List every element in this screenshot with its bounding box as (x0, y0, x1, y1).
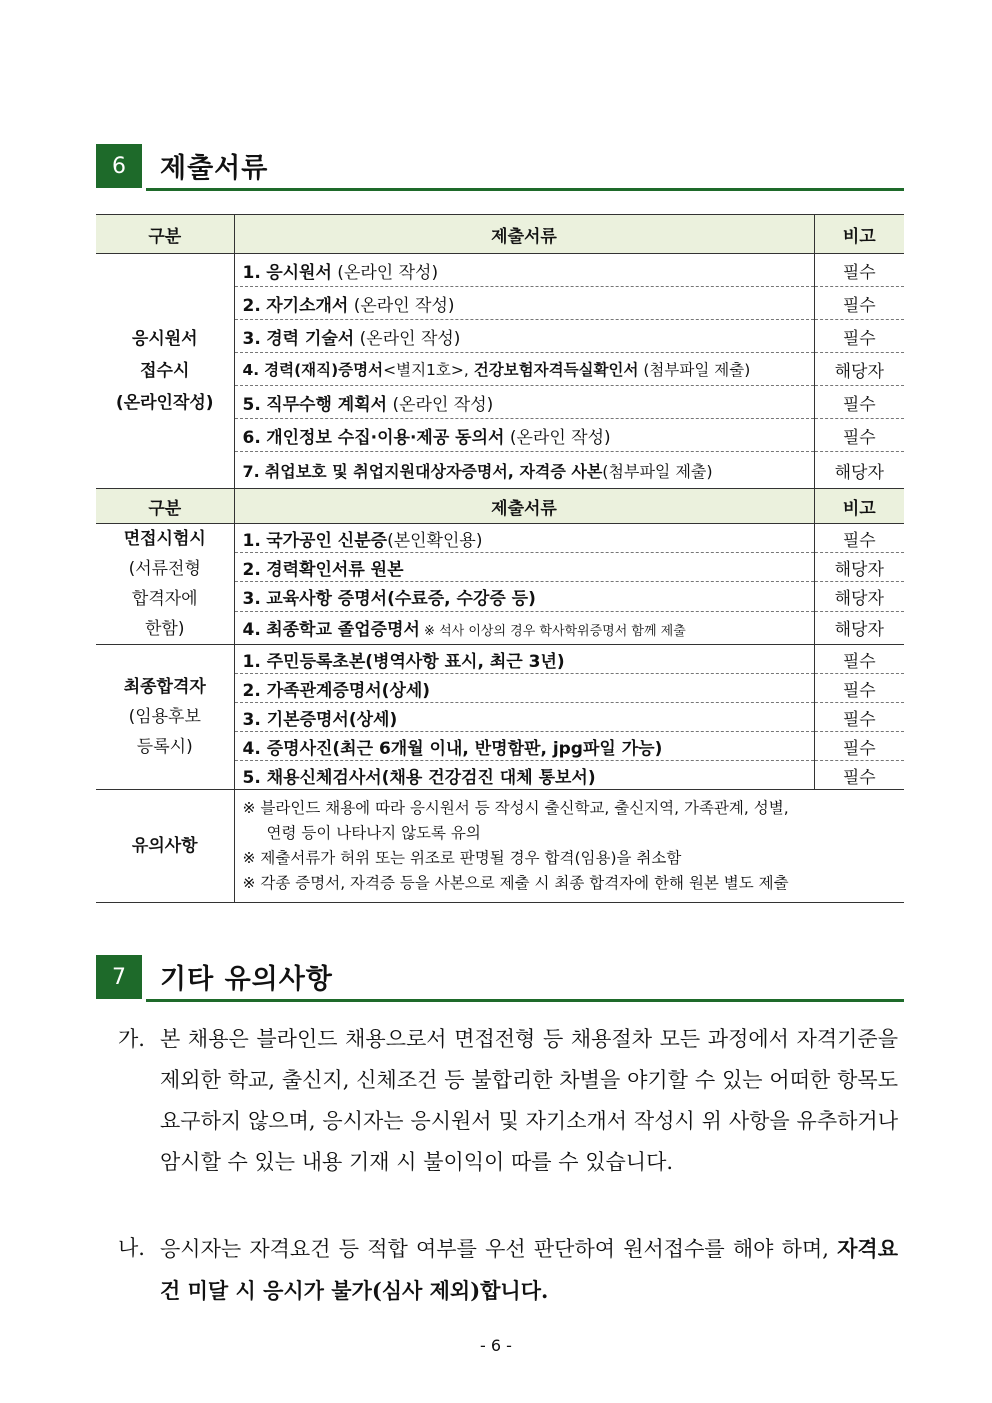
category-notes: 유의사항 (96, 790, 234, 903)
section-title: 기타 유의사항 (160, 964, 333, 995)
notes-cell (234, 790, 904, 903)
document-cell: 2. 자기소개서 (온라인 작성) (234, 287, 814, 320)
category-interview (96, 524, 234, 645)
documents-table (96, 214, 904, 903)
document-cell: 1. 국가공인 신분증(본인확인용) (234, 524, 814, 553)
document-cell: 2. 가족관계증명서(상세) (234, 674, 814, 703)
category-line: 면접시험시 (123, 529, 206, 549)
paragraph-text (160, 1228, 898, 1312)
note-cell: 필수 (814, 703, 904, 732)
document-cell: 3. 경력 기술서 (온라인 작성) (234, 320, 814, 353)
page-number: - 6 - (480, 1336, 512, 1355)
table-row (96, 524, 904, 553)
section-divider (146, 188, 904, 191)
note-cell: 해당자 (814, 553, 904, 582)
document-cell: 7. 취업보호 및 취업지원대상자증명서, 자격증 사본(첨부파일 제출) (234, 452, 814, 489)
category-line: 최종합격자 (123, 677, 206, 697)
document-cell: 1. 주민등록초본(병역사항 표시, 최근 3년) (234, 645, 814, 674)
document-cell: 3. 기본증명서(상세) (234, 703, 814, 732)
note-cell: 필수 (814, 645, 904, 674)
header-documents: 제출서류 (234, 215, 814, 254)
document-cell: 3. 교육사항 증명서(수료증, 수강증 등) (234, 582, 814, 611)
note-cell: 필수 (814, 761, 904, 790)
header-note: 비고 (814, 215, 904, 254)
table-header-row (96, 215, 904, 254)
table-row (96, 790, 904, 903)
document-cell: 6. 개인정보 수집·이용·제공 동의서 (온라인 작성) (234, 419, 814, 452)
category-online (96, 254, 234, 489)
note-cell: 필수 (814, 419, 904, 452)
document-cell: 4. 경력(재직)증명서<별지1호>, 건강보험자격득실확인서 (첨부파일 제출) (234, 353, 814, 386)
table-row (96, 645, 904, 674)
category-line: (서류전형 (128, 559, 201, 579)
section-divider (146, 999, 904, 1002)
category-line: 접수시 (140, 361, 190, 381)
section-number: 7 (96, 955, 142, 999)
category-line: (임용후보 (128, 707, 201, 727)
document-cell: 4. 증명사진(최근 6개월 이내, 반명함판, jpg파일 가능) (234, 732, 814, 761)
note-line: 연령 등이 나타나지 않도록 유의 (266, 824, 481, 842)
note-cell: 필수 (814, 732, 904, 761)
header-category: 구분 (96, 215, 234, 254)
list-marker: 나. (118, 1236, 145, 1260)
section-6-heading (96, 144, 904, 192)
document-cell: 5. 직무수행 계획서 (온라인 작성) (234, 386, 814, 419)
category-line: 합격자에 (131, 589, 198, 609)
note-cell: 해당자 (814, 582, 904, 611)
section-7-heading (96, 955, 904, 1003)
section-number: 6 (96, 144, 142, 188)
document-cell: 1. 응시원서 (온라인 작성) (234, 254, 814, 287)
category-line: (온라인작성) (115, 393, 214, 413)
category-line: 한함) (145, 619, 185, 639)
note-cell: 필수 (814, 524, 904, 553)
category-line: 응시원서 (131, 329, 198, 349)
note-cell: 해당자 (814, 452, 904, 489)
note-line: ※ 블라인드 채용에 따라 응시원서 등 작성시 출신학교, 출신지역, 가족관계, 성별, (242, 799, 789, 817)
header-category: 구분 (96, 489, 234, 524)
paragraph-text-plain: 응시자는 자격요건 등 적합 여부를 우선 판단하여 원서접수를 해야 하며, (160, 1237, 838, 1261)
paragraph-text: 본 채용은 블라인드 채용으로서 면접전형 등 채용절차 모든 과정에서 자격기준을 제외한 학교, 출신지, 신체조건 등 불합리한 차별을 야기할 수 있는 어떠한 항목도 요구하지 않으며, 응시자는 응시원서 및 자기소개서 작성시 위 사항을 유추하거나 암시할 수 있는 내용 기재 시 불이익이 따를 수 있습니다. (160, 1027, 898, 1174)
note-cell: 해당자 (814, 353, 904, 386)
section-title: 제출서류 (160, 153, 269, 184)
note-cell: 필수 (814, 254, 904, 287)
document-cell: 5. 채용신체검사서(채용 건강검진 대체 통보서) (234, 761, 814, 790)
list-marker: 가. (118, 1027, 145, 1051)
note-cell: 필수 (814, 287, 904, 320)
header-documents: 제출서류 (234, 489, 814, 524)
note-cell: 해당자 (814, 611, 904, 644)
note-cell: 필수 (814, 320, 904, 353)
note-cell: 필수 (814, 674, 904, 703)
note-line: ※ 각종 증명서, 자격증 등을 사본으로 제출 시 최종 합격자에 한해 원본 별도 제출 (242, 874, 789, 892)
category-final (96, 645, 234, 790)
paragraph-na (118, 1228, 898, 1312)
note-line: ※ 제출서류가 허위 또는 위조로 판명될 경우 합격(임용)을 취소함 (242, 849, 682, 867)
paragraph-ga (118, 1019, 898, 1183)
paragraph-text-bold: 자격요건 미달 시 응시가 불가(심사 제외)합니다. (160, 1236, 898, 1303)
header-note: 비고 (814, 489, 904, 524)
table-row (96, 254, 904, 287)
category-line: 등록시) (136, 737, 193, 757)
table-header-row (96, 489, 904, 524)
document-cell: 4. 최종학교 졸업증명서 ※ 석사 이상의 경우 학사학위증명서 함께 제출 (234, 611, 814, 644)
note-cell: 필수 (814, 386, 904, 419)
document-cell: 2. 경력확인서류 원본 (234, 553, 814, 582)
